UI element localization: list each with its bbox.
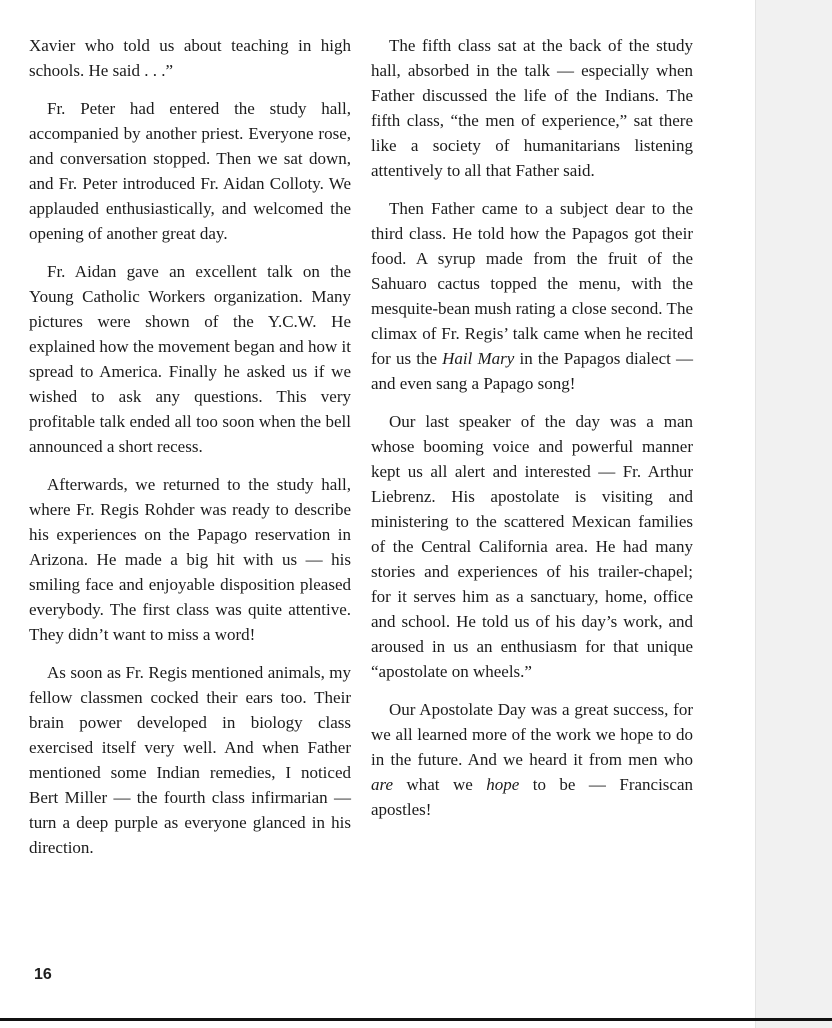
bottom-border-rule (0, 1018, 832, 1021)
italic-text: are (371, 775, 394, 794)
italic-text: hope (486, 775, 520, 794)
text-run: Then Father came to a subject dear to the third class. He told how the Papagos got their food. A syrup made from the fruit of the Sahuaro cactus topped the menu, with the mesquite-bean mush rating a close second. The climax of Fr. Regis’ talk came when he recited for us the (371, 199, 693, 368)
text-run: to be — Franciscan apostles! (371, 775, 693, 819)
paragraph: Fr. Peter had entered the study hall, accompanied by another priest. Everyone rose, and conversation stopped. Then we sat down, and Fr. Peter introduced Fr. Aidan Colloty. We applauded enthusiastically, and welcomed the opening of another great day. (29, 99, 351, 243)
scan-margin (755, 0, 832, 1028)
text-run: in the Papagos dialect — and even sang a Papago song! (371, 349, 693, 393)
paragraph (371, 697, 693, 822)
paragraph: Our last speaker of the day was a man whose booming voice and powerful manner kept us all alert and interested — Fr. Arthur Liebrenz. His apostolate is visiting and ministering to the scattered Mexican families of the Central California area. He had many stories and experiences of his trailer-chapel; for it serves him as a sanctuary, home, office and school. He told us of his day’s work, and aroused in us an enthusiasm for that unique “apostolate on wheels.” (371, 412, 693, 681)
paragraph: Fr. Aidan gave an excellent talk on the Young Catholic Workers organization. Many pictures were shown of the Y.C.W. He explained how the movement began and how it spread to America. Finally he asked us if we wished to ask any questions. This very profitable talk ended all too soon when the bell announced a short recess. (29, 262, 351, 456)
right-column (371, 33, 693, 835)
page-number: 16 (34, 966, 52, 983)
paragraph: The fifth class sat at the back of the study hall, absorbed in the talk — especially when Father discussed the life of the Indians. The fifth class, “the men of experience,” sat there like a society of humanitarians listening attentively to all that Father said. (371, 36, 693, 180)
left-column (29, 33, 351, 873)
text-run: what we (393, 775, 487, 794)
italic-text: Hail Mary (442, 349, 515, 368)
paragraph: As soon as Fr. Regis mentioned animals, my fellow classmen cocked their ears too. Their brain power developed in biology class exercised itself very well. And when Father mentioned some Indian remedies, I noticed Bert Miller — the fourth class infirmarian — turn a deep purple as everyone glanced in his direction. (29, 663, 351, 857)
paragraph: Afterwards, we returned to the study hall, where Fr. Regis Rohder was ready to describe his experiences on the Papago reservation in Arizona. He made a big hit with us — his smiling face and enjoyable disposition pleased everybody. The first class was quite attentive. They didn’t want to miss a word! (29, 475, 351, 644)
paragraph (371, 196, 693, 396)
paragraph: Xavier who told us about teaching in high schools. He said . . .” (29, 36, 351, 80)
text-run: Our Apostolate Day was a great success, for we all learned more of the work we hope to do in the future. And we heard it from men who (371, 700, 693, 769)
